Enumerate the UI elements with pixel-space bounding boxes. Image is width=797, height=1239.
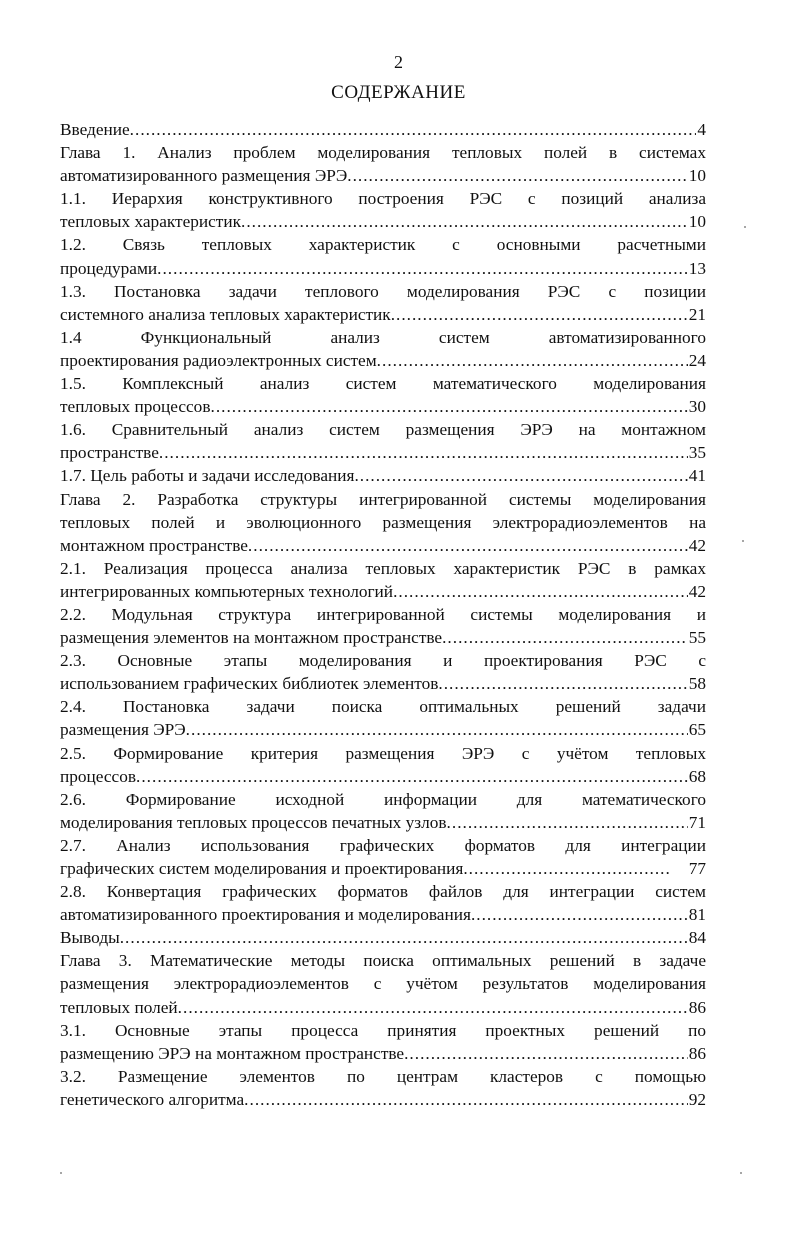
toc-entry-title: графических систем моделирования и проектирования xyxy=(60,859,464,878)
toc-entry xyxy=(60,695,706,741)
toc-page-number: 4 xyxy=(697,120,706,139)
toc-entry xyxy=(60,1065,706,1111)
toc-page-number: 10 xyxy=(688,166,706,186)
toc-entry-line: 2.3. Основные этапы моделирования и проектирования РЭС с xyxy=(60,651,706,671)
toc-page-number: 84 xyxy=(688,928,706,948)
toc-page-number: 77 xyxy=(688,859,706,878)
toc-entry-line: 2.4. Постановка задачи поиска оптимальных решений задачи xyxy=(60,697,706,717)
scan-speck xyxy=(744,226,746,228)
toc-entry-title: Выводы xyxy=(60,928,120,948)
toc-entry-title: использованием графических библиотек элементов xyxy=(60,674,439,694)
toc-entry-last-line xyxy=(60,349,706,372)
toc-entry-title: процедурами xyxy=(60,258,158,278)
toc-entry-title: генетического алгоритма xyxy=(60,1089,245,1109)
toc-entry xyxy=(60,603,706,649)
toc-entry-line: 2.6. Формирование исходной информации для математического xyxy=(60,789,706,809)
toc-entry-line: 1.3. Постановка задачи теплового моделирования РЭС с позиции xyxy=(60,281,706,301)
toc-leader-dots xyxy=(377,349,688,372)
toc-entry-last-line xyxy=(60,1042,706,1065)
toc-page-number: 68 xyxy=(688,766,706,786)
toc-page-number: 30 xyxy=(688,397,706,417)
toc-entry-last-line xyxy=(60,257,706,280)
toc-entry-line: 2.5. Формирование критерия размещения ЭРЭ с учётом тепловых xyxy=(60,743,706,763)
toc-page-number: 86 xyxy=(688,1043,706,1063)
toc-leader-dots xyxy=(159,441,688,464)
toc-entry-title: размещению ЭРЭ на монтажном пространстве xyxy=(60,1043,405,1063)
toc-entry xyxy=(60,187,706,233)
toc-entry-last-line xyxy=(60,718,706,741)
toc-leader-dots xyxy=(244,1088,688,1111)
toc-entry-title: размещения элементов на монтажном пространстве xyxy=(60,628,443,648)
toc-entry-line: Глава 2. Разработка структуры интегрированной системы моделирования xyxy=(60,489,706,509)
toc-page-number: 10 xyxy=(688,212,706,232)
toc-page-number: 42 xyxy=(688,535,706,555)
toc-entry xyxy=(60,488,706,557)
toc-entry xyxy=(60,880,706,926)
toc-entry-line: 3.1. Основные этапы процесса принятия проектных решений по xyxy=(60,1020,706,1040)
toc-entry-last-line xyxy=(60,996,706,1019)
toc-entry xyxy=(60,742,706,788)
toc-entry-last-line xyxy=(60,210,706,233)
toc-entry-title: 1.7. Цель работы и задачи исследования xyxy=(60,466,355,486)
toc-entry-line: 3.2. Размещение элементов по центрам кластеров с помощью xyxy=(60,1066,706,1086)
toc-entry-line: Глава 1. Анализ проблем моделирования тепловых полей в системах xyxy=(60,143,706,163)
toc-leader-dots xyxy=(178,996,688,1019)
toc-entry xyxy=(60,949,706,1018)
toc-page-number: 41 xyxy=(688,466,706,486)
toc-leader-dots xyxy=(447,811,688,834)
toc-leader-dots xyxy=(442,626,688,649)
toc-page-number: 13 xyxy=(688,258,706,278)
toc-entry-last-line xyxy=(60,926,706,949)
toc-entry xyxy=(60,418,706,464)
toc-leader-dots xyxy=(404,1042,688,1065)
toc-entry-last-line xyxy=(60,395,706,418)
toc-entry-line: 2.2. Модульная структура интегрированной системы моделирования и xyxy=(60,604,706,624)
toc-entry xyxy=(60,464,706,487)
toc-entry xyxy=(60,141,706,187)
toc-entry-line: Глава 3. Математические методы поиска оптимальных решений в задаче xyxy=(60,951,706,971)
toc-leader-dots xyxy=(438,672,687,695)
toc-entry-title: тепловых характеристик xyxy=(60,212,242,232)
toc-entry-last-line xyxy=(60,464,706,487)
toc-entry-line: 1.5. Комплексный анализ систем математического моделирования xyxy=(60,374,706,394)
toc-page-number: 71 xyxy=(688,812,706,832)
toc-entry-line: размещения электрорадиоэлементов с учётом результатов моделирования xyxy=(60,974,706,994)
toc-entry-title: монтажном пространстве xyxy=(60,535,248,555)
toc-entry-line: 1.2. Связь тепловых характеристик с основными расчетными xyxy=(60,235,706,255)
toc-page-number: 86 xyxy=(688,997,706,1017)
toc-leader-dots xyxy=(241,210,688,233)
toc-leader-dots xyxy=(471,903,688,926)
toc-entry xyxy=(60,118,706,141)
toc-entry-title: автоматизированного размещения ЭРЭ xyxy=(60,166,348,186)
toc-entry-title: проектирования радиоэлектронных систем xyxy=(60,350,377,370)
toc-entry-last-line xyxy=(60,534,706,557)
toc-page-number: 92 xyxy=(688,1089,706,1109)
toc-entry xyxy=(60,1019,706,1065)
scan-speck xyxy=(60,1172,62,1174)
toc-entry-last-line xyxy=(60,1088,706,1111)
toc-entry xyxy=(60,926,706,949)
toc-entry xyxy=(60,326,706,372)
toc-entry-line: 2.1. Реализация процесса анализа тепловых характеристик РЭС в рамках xyxy=(60,558,706,578)
toc-entry-last-line xyxy=(60,626,706,649)
toc-entry-last-line xyxy=(60,811,706,834)
toc-leader-dots xyxy=(463,857,668,880)
toc-entry xyxy=(60,834,706,880)
toc-entry-line: тепловых полей и эволюционного размещения электрорадиоэлементов на xyxy=(60,512,706,532)
toc-entry-last-line xyxy=(60,903,706,926)
toc-entry xyxy=(60,649,706,695)
toc-leader-dots xyxy=(211,395,688,418)
toc-entry-last-line xyxy=(60,857,706,880)
toc-page-number: 24 xyxy=(688,350,706,370)
toc-entry-title: размещения ЭРЭ xyxy=(60,720,186,740)
toc-leader-dots xyxy=(136,765,688,788)
toc-leader-dots xyxy=(354,464,687,487)
toc-entry-line: 1.6. Сравнительный анализ систем размещения ЭРЭ на монтажном xyxy=(60,420,706,440)
toc-leader-dots xyxy=(248,534,688,557)
toc-entry xyxy=(60,280,706,326)
toc-leader-dots xyxy=(391,303,688,326)
scan-speck xyxy=(740,1172,742,1174)
toc-entry-last-line xyxy=(60,765,706,788)
toc-entry xyxy=(60,233,706,279)
toc-entry-title: тепловых полей xyxy=(60,997,178,1017)
page-title: СОДЕРЖАНИЕ xyxy=(331,82,466,103)
toc-entry-title: системного анализа тепловых характеристик xyxy=(60,304,391,324)
toc-entry-title: моделирования тепловых процессов печатных узлов xyxy=(60,812,447,832)
toc-page-number: 81 xyxy=(688,905,706,925)
toc-entry-title: автоматизированного проектирования и моделирования xyxy=(60,905,471,925)
toc-entry-last-line xyxy=(60,580,706,603)
toc-entry-line: 1.1. Иерархия конструктивного построения РЭС с позиций анализа xyxy=(60,189,706,209)
toc-page-number: 65 xyxy=(688,720,706,740)
toc-entry xyxy=(60,372,706,418)
toc-page-number: 55 xyxy=(688,628,706,648)
toc-leader-dots xyxy=(347,164,687,187)
scan-speck xyxy=(742,540,744,542)
toc-entry-title: пространстве xyxy=(60,443,159,463)
toc-entry-title: Введение xyxy=(60,120,130,139)
toc-entry-line: 2.8. Конвертация графических форматов файлов для интеграции систем xyxy=(60,882,706,902)
toc-entry xyxy=(60,557,706,603)
toc-leader-dots xyxy=(186,718,688,741)
toc-entry-title: процессов xyxy=(60,766,137,786)
toc-page-number: 42 xyxy=(688,581,706,601)
toc-entry-title: интегрированных компьютерных технологий xyxy=(60,581,394,601)
page-number: 2 xyxy=(394,52,403,72)
toc-page-number: 58 xyxy=(688,674,706,694)
toc-entry-line: 2.7. Анализ использования графических форматов для интеграции xyxy=(60,835,706,855)
toc-entry-last-line xyxy=(60,303,706,326)
toc-entry-last-line xyxy=(60,118,706,141)
toc-entry-last-line xyxy=(60,672,706,695)
toc-leader-dots xyxy=(157,257,688,280)
toc-entry-title: тепловых процессов xyxy=(60,397,211,417)
toc-leader-dots xyxy=(120,926,688,949)
toc-leader-dots xyxy=(393,580,688,603)
toc-entry-line: 1.4 Функциональный анализ систем автоматизированного xyxy=(60,327,706,347)
toc-entry xyxy=(60,788,706,834)
toc-page-number: 35 xyxy=(688,443,706,463)
toc-page-number: 21 xyxy=(688,304,706,324)
toc-leader-dots xyxy=(130,118,697,141)
table-of-contents xyxy=(60,118,706,1111)
toc-entry-last-line xyxy=(60,441,706,464)
toc-entry-last-line xyxy=(60,164,706,187)
